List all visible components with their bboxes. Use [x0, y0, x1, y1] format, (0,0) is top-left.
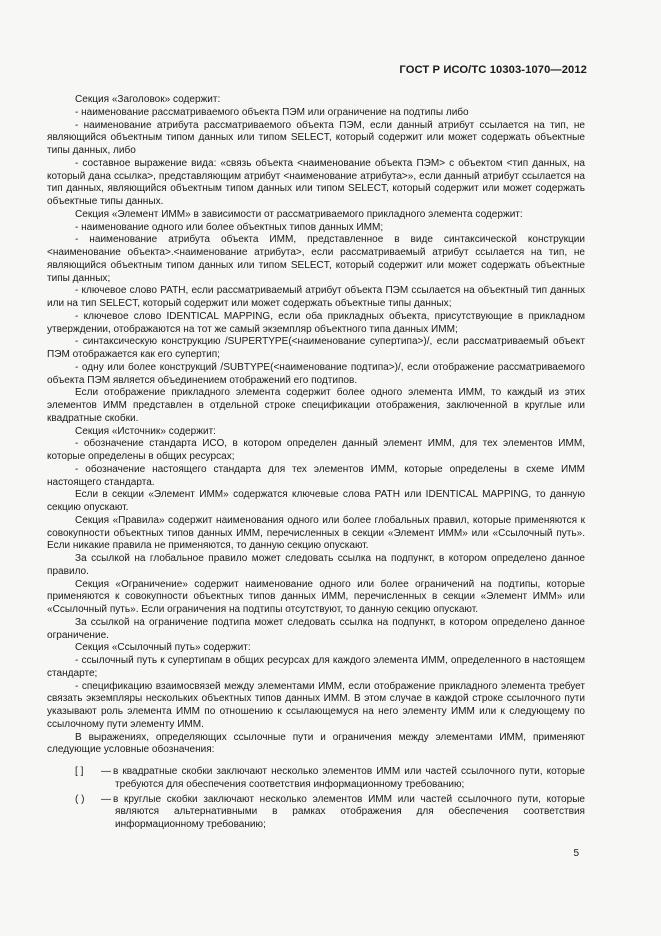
paragraph: За ссылкой на ограничение подтипа может следовать ссылка на подпункт, в котором определено данное ограничение. — [47, 616, 585, 641]
paragraph: - обозначение настоящего стандарта для тех элементов ИММ, которые определены в схеме ИММ настоящего стандарта. — [47, 463, 585, 488]
paragraph: - обозначение стандарта ИСО, в котором определен данный элемент ИММ, для тех элементов ИММ, которые определены в общих ресурсах; — [47, 438, 585, 462]
paragraph: Секция «Ссылочный путь» содержит: — [75, 642, 251, 654]
paragraph: Секция «Заголовок» содержит: — [75, 94, 221, 105]
paragraph: Секция «Правила» содержит наименования одного или более глобальных правил, которые применяются к совокупности объектных типов данных ИММ, перечисленных в секции «Элемент ИММ» или «Ссылочный путь». Если никакие правила не применяются, то данную секцию опускают. — [47, 514, 585, 552]
paragraph: - составное выражение вида: «связь объекта <наименование объекта ПЭМ> с объектом <тип данных, на который дана ссылка>, представляющим атрибут <наименование атрибута>», если данный атрибут ссылается на тип данных, являющийся объектным типом данных или типом SELECT, который содержит или может содержать объектные типы данных. — [47, 157, 585, 207]
paragraph: Если в секции «Элемент ИММ» содержатся ключевые слова PATH или IDENTICAL MAPPING, то данную секцию опускают. — [47, 489, 585, 513]
notation-item — [47, 794, 585, 832]
paragraph: - спецификацию взаимосвязей между элементами ИММ, если отображение прикладного элемента требует связать экземпляры нескольких объектных типов данных ИММ. В этом случае в каждой строке ссылочного пути указывают роль элемента ИММ по отношению к ссылающемуся на него элементу ИММ или к следующему по ссылочному пути элементу ИММ. — [47, 680, 585, 730]
notation-symbol: ( ) — [75, 793, 85, 805]
paragraph: - наименование одного или более объектных типов данных ИММ; — [75, 221, 384, 233]
paragraph: - одну или более конструкций /SUBTYPE(<наименование подтипа>)/, если отображение рассматриваемого объекта ПЭМ является объединением отображений его подтипов. — [47, 361, 585, 386]
notation-text: в круглые скобки заключают несколько элементов ИММ или частей ссылочного пути, которые являются альтернативными в рамках отображения для обеспечения соответствия информационному требованию; — [113, 793, 585, 830]
paragraph: Секция «Ограничение» содержит наименование одного или более ограничений на подтипы, которые применяются к совокупности объектных типов данных ИММ, перечисленных в секции «Элемент ИММ» или «Ссылочный путь». Если ограничения на подтипы отсутствуют, то данную секцию опускают. — [47, 578, 585, 615]
notation-dash: — — [101, 793, 112, 805]
document-header: ГОСТ Р ИСО/ТС 10303-1070—2012 — [399, 64, 587, 76]
notation-text: в квадратные скобки заключают несколько элементов ИММ или частей ссылочного пути, которые требуются для обеспечения соответствия информационному требованию; — [113, 766, 585, 790]
notation-list — [47, 766, 585, 832]
paragraph: Секция «Элемент ИММ» в зависимости от рассматриваемого прикладного элемента содержит: — [75, 208, 523, 220]
paragraph: - ключевое слово PATH, если рассматриваемый атрибут объекта ПЭМ ссылается на объектный тип данных или на тип SELECT, который содержит или может содержать объектные типы данных; — [47, 285, 585, 309]
paragraph: За ссылкой на глобальное правило может следовать ссылка на подпункт, в котором определено данное правило. — [47, 553, 585, 577]
notation-dash: — — [101, 766, 112, 777]
document-body — [47, 94, 585, 834]
paragraph: - ключевое слово IDENTICAL MAPPING, если оба прикладных объекта, присутствующие в прикладном утверждении, отображаются на тот же самый экземпляр объектного типа данных ИММ; — [47, 310, 585, 335]
paragraph: - ссылочный путь к супертипам в общих ресурсах для каждого элемента ИММ, определенного в настоящем стандарте; — [47, 655, 585, 679]
page-number: 5 — [573, 848, 579, 859]
paragraph: - наименование атрибута рассматриваемого объекта ПЭМ, если данный атрибут ссылается на тип, не являющийся объектным типом данных или типом SELECT, который содержит или может содержать объектные типы данных, либо — [47, 119, 585, 156]
notation-symbol: [ ] — [75, 766, 84, 777]
paragraph: Секция «Источник» содержит: — [75, 425, 216, 437]
paragraph: В выражениях, определяющих ссылочные пути и ограничения между элементами ИММ, применяют следующие условные обозначения: — [47, 731, 585, 756]
paragraph: - наименование атрибута объекта ИММ, представленное в виде синтаксической конструкции <наименование объекта>.<наименование атрибута>, если рассматриваемый атрибут ссылается на тип, не являющийся объектным типом данных или типом SELECT, который содержит или может содержать объектные типы данных; — [47, 234, 585, 284]
paragraph: - синтаксическую конструкцию /SUPERTYPE(<наименование супертипа>)/, если рассматриваемый объект ПЭМ отображается как его супертип; — [47, 336, 585, 360]
notation-item — [47, 766, 585, 792]
paragraph: - наименование рассматриваемого объекта ПЭМ или ограничение на подтипы либо — [75, 106, 469, 118]
paragraph: Если отображение прикладного элемента содержит более одного элемента ИММ, то каждый из этих элементов ИММ представлен в отдельной строке спецификации отображения, заключенной в круглые или квадратные скобки. — [47, 387, 585, 424]
